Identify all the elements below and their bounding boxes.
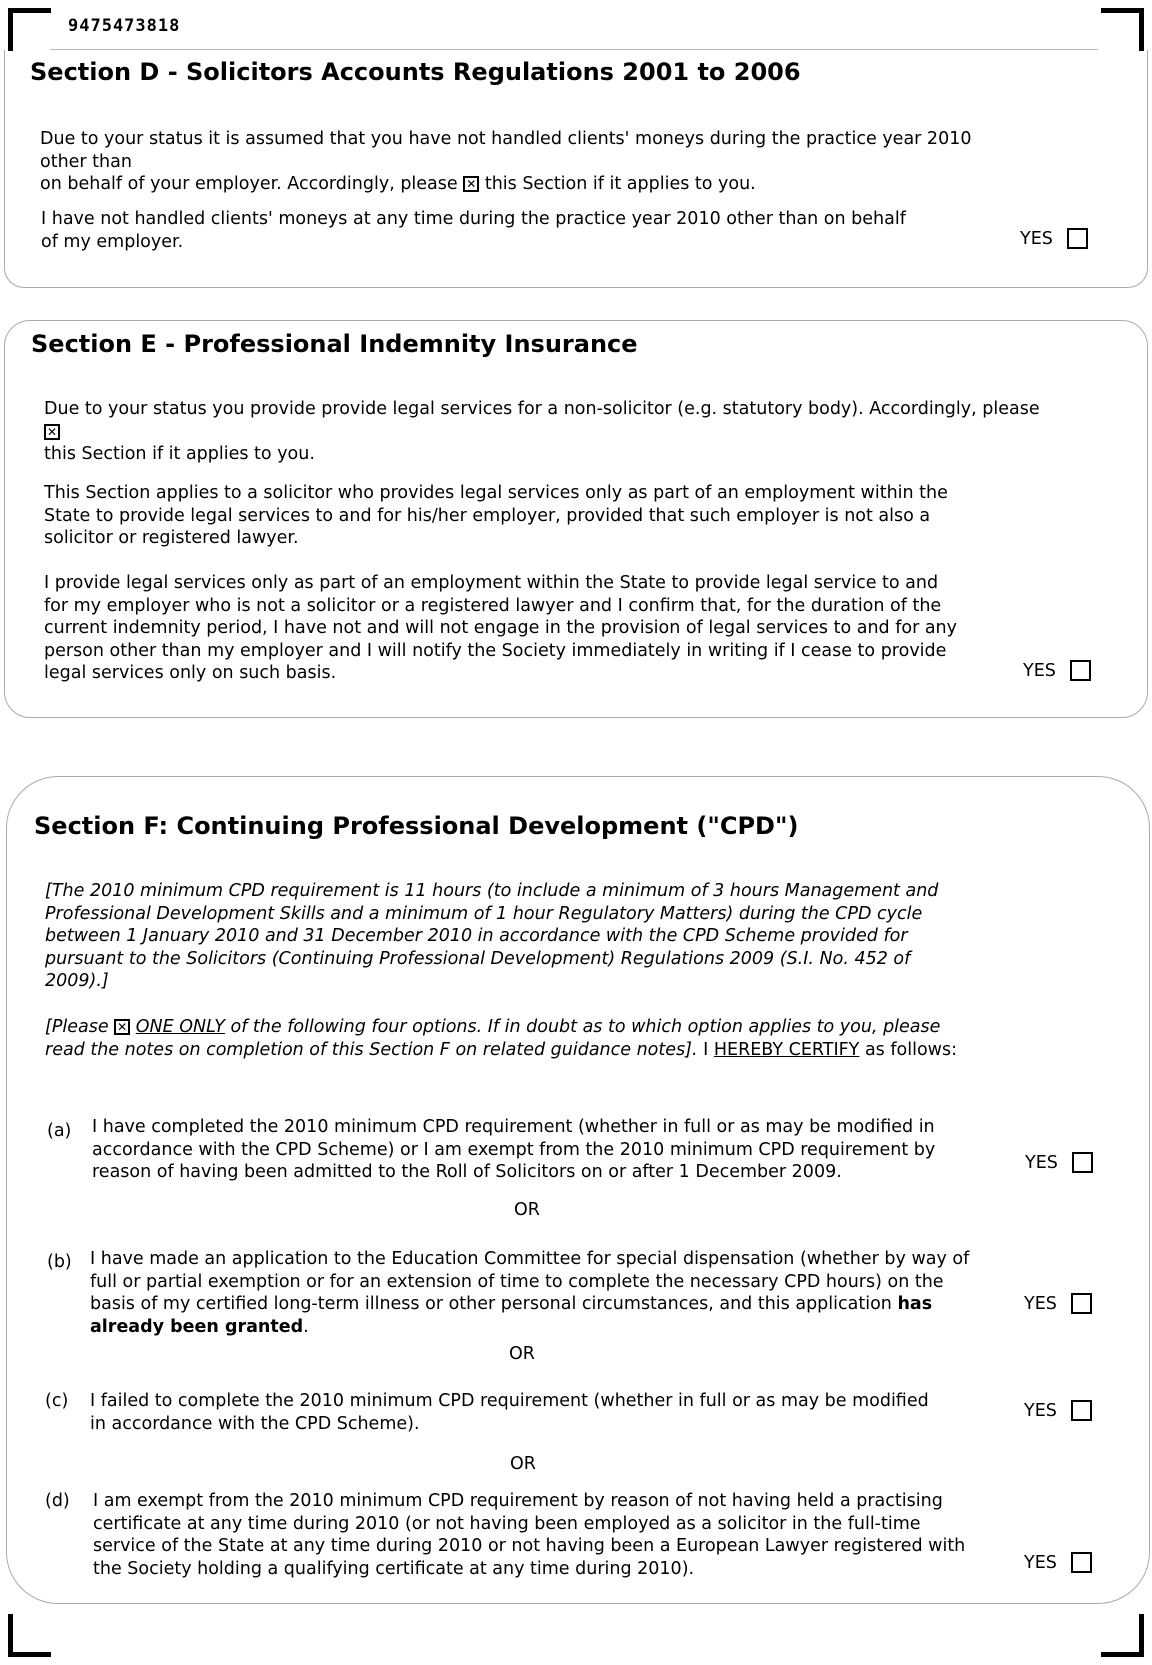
section-d-title: Section D - Solicitors Accounts Regulations 2001 to 2006: [30, 58, 801, 86]
section-f-requirement: [The 2010 minimum CPD requirement is 11 hours (to include a minimum of 3 hours Management and Professional Development Skills and a minimum of 1 hour Regulatory Matters) during the CPD cycle between 1 January 2010 and 31 December 2010 in accordance with the CPD Scheme provided for pursuant to the Solicitors (Continuing Professional Development) Regulations 2009 (S.I. No. 452 of 2009).]: [45, 881, 939, 991]
instr-one-only: ONE ONLY: [135, 1017, 225, 1037]
or-separator-1: OR: [514, 1200, 540, 1220]
option-c-yes-checkbox[interactable]: [1071, 1400, 1092, 1421]
yes-label: YES: [1025, 1152, 1058, 1173]
form-id: 9475473818: [68, 16, 181, 36]
instr-hereby-certify: HEREBY CERTIFY: [713, 1039, 860, 1060]
registration-mark-top-right: [1101, 8, 1144, 51]
yes-label: YES: [1024, 1293, 1057, 1314]
yes-label: YES: [1024, 1552, 1057, 1573]
option-c-yes: [1024, 1400, 1092, 1421]
option-c-text: I failed to complete the 2010 minimum CPD requirement (whether in full or as may be modified in accordance with the CPD Scheme).: [90, 1391, 929, 1434]
section-d-yes-checkbox[interactable]: [1067, 228, 1088, 249]
check-mark-icon: ✕: [114, 1019, 130, 1035]
option-a-text: I have completed the 2010 minimum CPD requirement (whether in full or as may be modified in accordance with the CPD Scheme) or I am exempt from the 2010 minimum CPD requirement by reason of having been admitted to the Roll of Solicitors on or after 1 December 2009.: [92, 1117, 936, 1182]
registration-mark-bottom-right: [1101, 1614, 1144, 1657]
check-mark-icon: ✕: [463, 176, 479, 192]
section-d-intro-text-end: this Section if it applies to you.: [484, 174, 756, 194]
section-e-yes-checkbox[interactable]: [1070, 660, 1091, 681]
section-d-statement: I have not handled clients' moneys at any time during the practice year 2010 other than on behalf of my employer.: [41, 209, 906, 252]
option-b-label: (b): [47, 1252, 72, 1272]
section-e-title: Section E - Professional Indemnity Insurance: [31, 330, 638, 358]
option-b-text-end: .: [303, 1316, 309, 1337]
option-d-yes: [1024, 1552, 1092, 1573]
yes-label: YES: [1023, 660, 1056, 681]
yes-label: YES: [1020, 228, 1053, 249]
yes-label: YES: [1024, 1400, 1057, 1421]
option-a-label: (a): [47, 1121, 72, 1141]
instr-i: I: [703, 1039, 709, 1060]
registration-mark-bottom-left: [8, 1614, 51, 1657]
section-d-intro-line-2: [40, 173, 1020, 196]
section-e-yes: [1023, 660, 1091, 681]
instr-please: [Please: [45, 1017, 109, 1037]
option-b-text-main: I have made an application to the Education Committee for special dispensation (whether by way of full or partial exemption or for an extension of time to complete the necessary CPD hours) on the basis of my certified long-term illness or other personal circumstances, and this application: [90, 1249, 970, 1314]
option-d-text: I am exempt from the 2010 minimum CPD requirement by reason of not having held a practising certificate at any time during 2010 (or not having been employed as a solicitor in the full-time service of the State at any time during 2010 or not having been a European Lawyer registered with the Society holding a qualifying certificate at any time during 2010).: [93, 1491, 966, 1579]
instr-as-follows: as follows:: [864, 1039, 957, 1060]
registration-mark-top-left: [8, 8, 51, 51]
instr-rest: of the following four options. If in doubt as to which option applies to you, please read the notes on completion of this Section F on related guidance notes].: [45, 1017, 941, 1060]
option-b-yes-checkbox[interactable]: [1071, 1293, 1092, 1314]
option-c-label: (c): [45, 1391, 69, 1411]
option-a-yes: [1025, 1152, 1093, 1173]
option-b-text: [90, 1248, 980, 1338]
section-f-title: Section F: Continuing Professional Development ("CPD"): [34, 812, 799, 840]
option-d-yes-checkbox[interactable]: [1071, 1552, 1092, 1573]
option-b-yes: [1024, 1293, 1092, 1314]
section-d-intro-line-1: Due to your status it is assumed that you have not handled clients' moneys during the practice year 2010 other than: [40, 129, 972, 172]
section-e-intro-text: Due to your status you provide provide legal services for a non-solicitor (e.g. statutory body). Accordingly, please: [44, 399, 1040, 419]
section-d-yes: [1020, 228, 1088, 249]
option-a-yes-checkbox[interactable]: [1072, 1152, 1093, 1173]
section-e-intro: [44, 398, 1044, 466]
or-separator-2: OR: [509, 1344, 535, 1364]
section-f-instructions: [45, 1016, 975, 1061]
check-mark-icon: ✕: [44, 424, 60, 440]
section-e-statement: I provide legal services only as part of an employment within the State to provide legal service to and for my employer who is not a solicitor or a registered lawyer and I confirm that, for the duration of the current indemnity period, I have not and will not engage in the provision of legal services to and for any person other than my employer and I will notify the Society immediately in writing if I cease to provide legal services only on such basis.: [44, 573, 957, 683]
option-d-label: (d): [45, 1491, 70, 1511]
section-e-intro-text-end: this Section if it applies to you.: [44, 444, 315, 464]
section-e-applies: This Section applies to a solicitor who provides legal services only as part of an employment within the State to provide legal services to and for his/her employer, provided that such employer is not also a solicitor or registered lawyer.: [44, 483, 948, 548]
option-b-text-bold: has already been granted: [90, 1294, 933, 1337]
section-d-intro-text: on behalf of your employer. Accordingly, please: [40, 174, 458, 194]
section-d-intro: [40, 128, 1020, 196]
or-separator-3: OR: [510, 1454, 536, 1474]
